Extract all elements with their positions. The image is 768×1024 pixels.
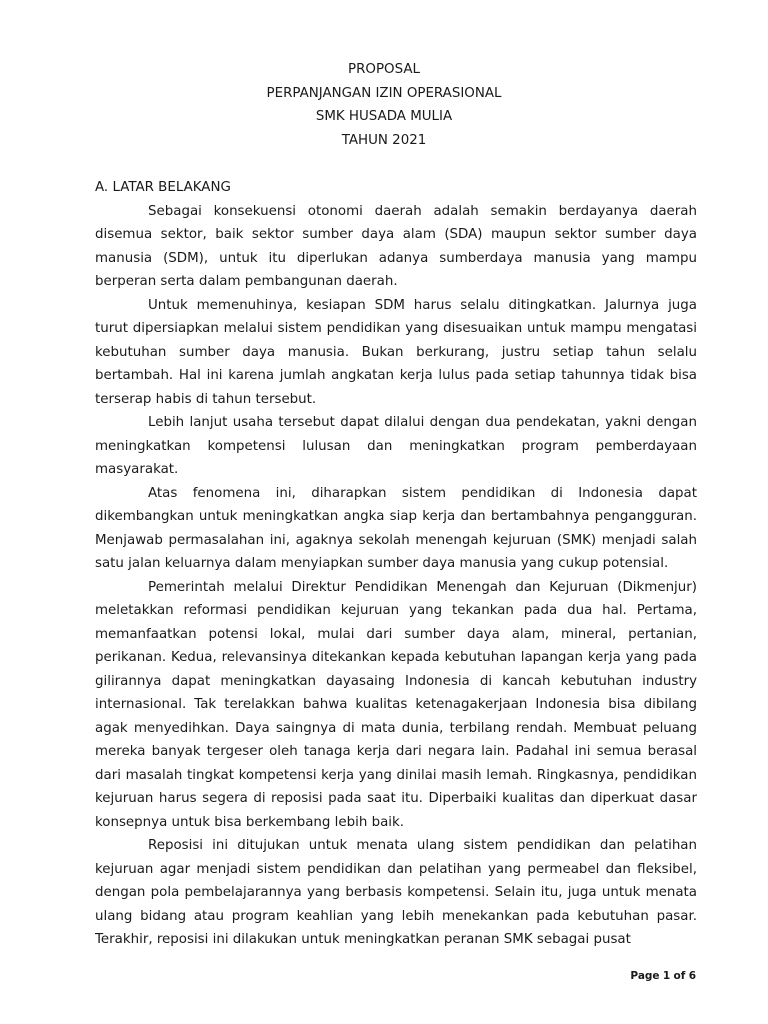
document-body — [95, 176, 697, 952]
page-of-label: of — [673, 970, 686, 982]
title-line-year: TAHUN 2021 — [341, 132, 427, 148]
paragraph-1: Sebagai konsekuensi otonomi daerah adalah semakin berdayanya daerah disemua sektor, baik sektor sumber daya alam (SDA) maupun sektor sumber daya manusia (SDM), untuk itu diperlukan adanya sumberdaya manusia yang mampu berperan serta dalam pembangunan daerah. — [95, 203, 697, 289]
paragraph-2: Untuk memenuhinya, kesiapan SDM harus selalu ditingkatkan. Jalurnya juga turut dipersiapkan melalui sistem pendidikan yang disesuaikan untuk mampu mengatasi kebutuhan sumber daya manusia. Bukan berkurang, justru setiap tahun selalu bertambah. Hal ini karena jumlah angkatan kerja lulus pada setiap tahunnya tidak bisa terserap habis di tahun tersebut. — [95, 297, 697, 407]
title-line-school: SMK HUSADA MULIA — [315, 109, 453, 124]
proposal-title-block — [0, 58, 768, 152]
page-number-footer — [630, 970, 696, 982]
paragraph-4: Atas fenomena ini, diharapkan sistem pendidikan di Indonesia dapat dikembangkan untuk meningkatkan angka siap kerja dan bertambahnya pengangguran. Menjawab permasalahan ini, agaknya sekolah menengah kejuruan (SMK) menjadi salah satu jalan keluarnya dalam menyiapkan sumber daya manusia yang cukup potensial. — [95, 485, 697, 571]
page-label: Page — [630, 970, 660, 982]
section-heading: A. LATAR BELAKANG — [95, 180, 231, 195]
paragraph-5: Pemerintah melalui Direktur Pendidikan Menengah dan Kejuruan (Dikmenjur) meletakkan reformasi pendidikan kejuruan yang tekankan pada dua hal. Pertama, memanfaatkan potensi lokal, mulai dari sumber daya alam, mineral, pertanian, perikanan. Kedua, relevansinya ditekankan kepada kebutuhan lapangan kerja yang pada gilirannya dapat meningkatkan dayasaing Indonesia di kancah kebutuhan industry internasional. Tak terelakkan bahwa kualitas ketenagakerjaan Indonesia bisa dibilang agak menyedihkan. Daya saingnya di mata dunia, terbilang rendah. Membuat peluang mereka banyak tergeser oleh tanaga kerja dari negara lain. Padahal ini semua berasal dari masalah tingkat kompetensi kerja yang dinilai masih lemah. Ringkasnya, pendidikan kejuruan harus segera di reposisi pada saat itu. Diperbaiki kualitas dan diperkuat dasar konsepnya untuk bisa berkembang lebih baik. — [95, 579, 697, 830]
paragraph-3: Lebih lanjut usaha tersebut dapat dilalui dengan dua pendekatan, yakni dengan meningkatkan kompetensi lulusan dan meningkatkan program pemberdayaan masyarakat. — [95, 415, 697, 477]
page-current: 1 — [662, 970, 671, 982]
title-line-subject: PERPANJANGAN IZIN OPERASIONAL — [266, 85, 502, 101]
title-line-proposal: PROPOSAL — [348, 62, 420, 77]
paragraph-6: Reposisi ini ditujukan untuk menata ulang sistem pendidikan dan pelatihan kejuruan agar menjadi sistem pendidikan dan pelatihan yang permeabel dan fleksibel, dengan pola pembelajarannya yang berbasis kompetensi. Selain itu, juga untuk menata ulang bidang atau program keahlian yang lebih menekankan pada kebutuhan pasar. Terakhir, reposisi ini dilakukan untuk meningkatkan peranan SMK sebagai pusat — [95, 838, 697, 947]
page-total: 6 — [688, 970, 696, 982]
